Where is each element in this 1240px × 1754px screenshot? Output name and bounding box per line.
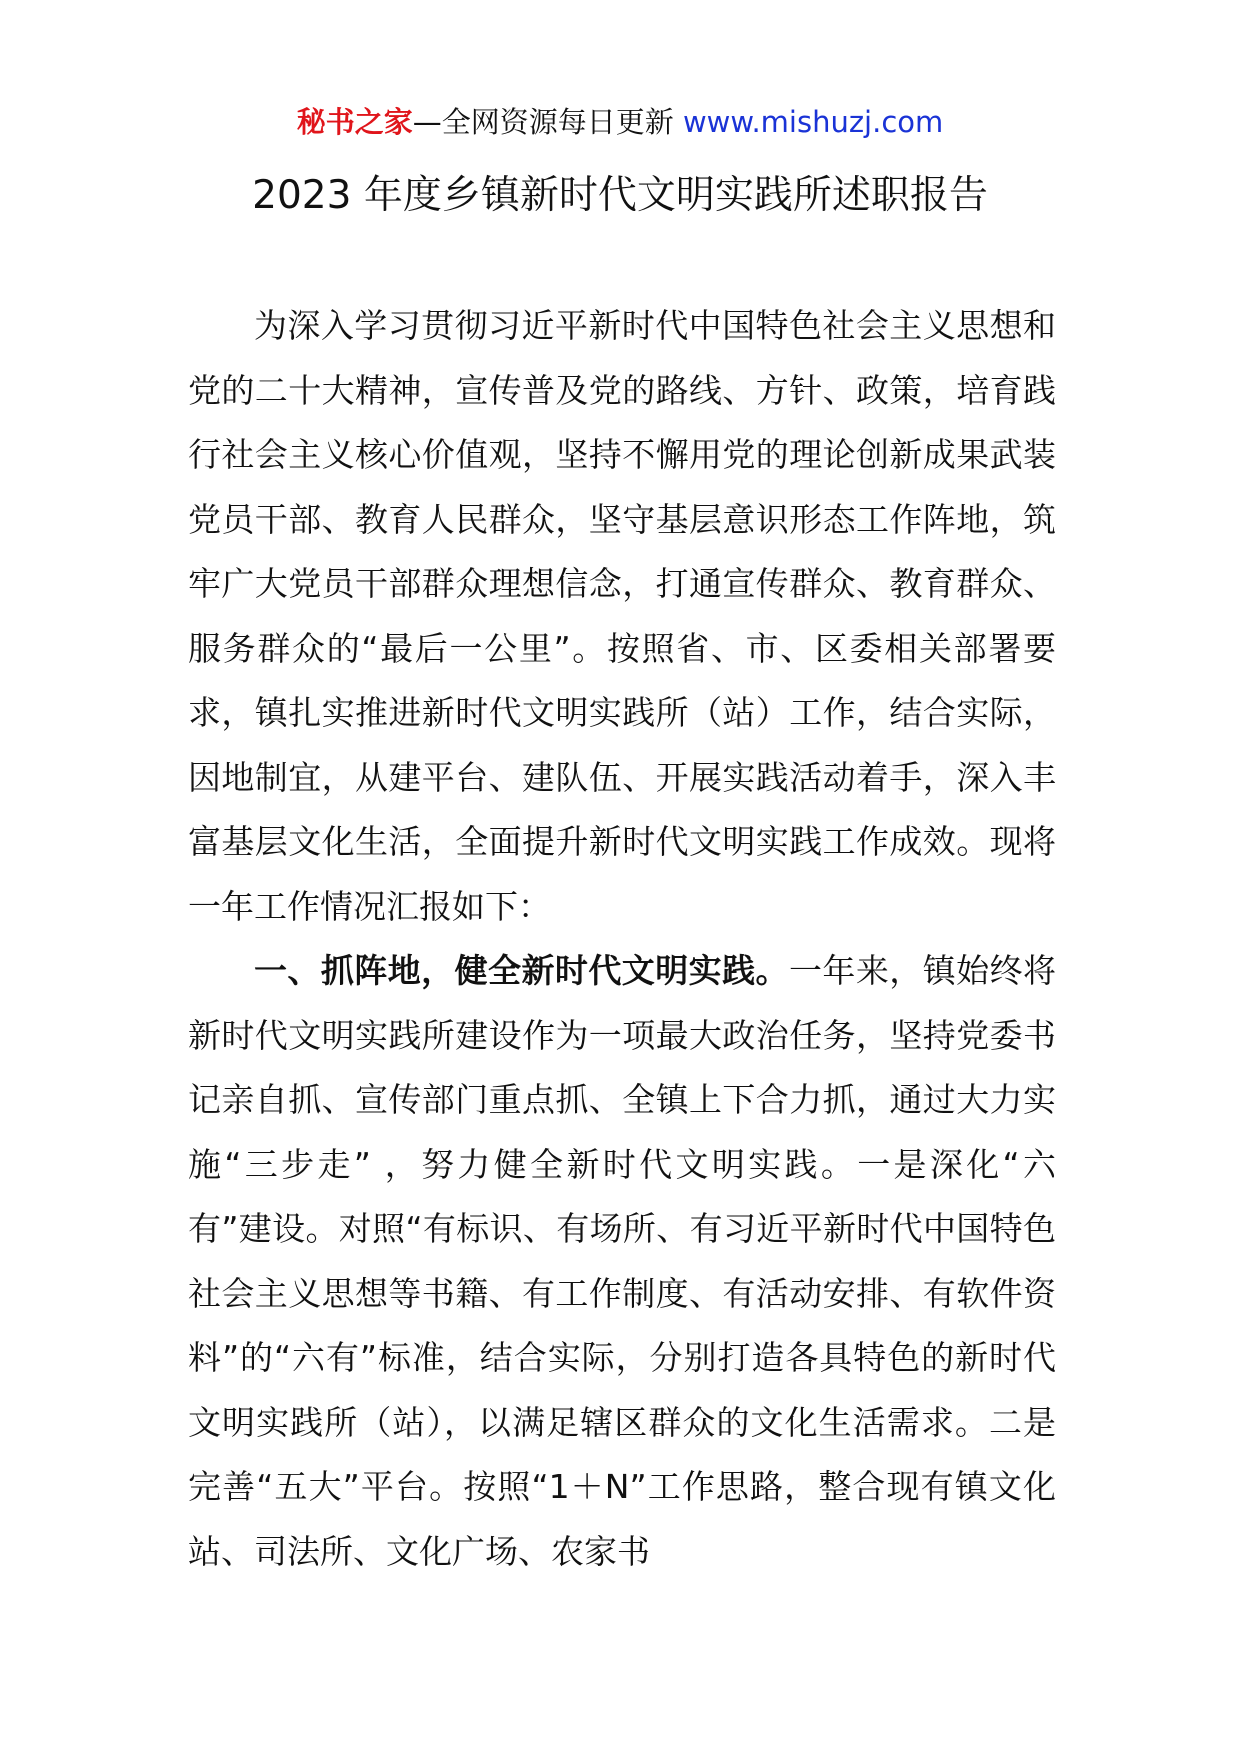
header-slogan: —全网资源每日更新 (412, 105, 674, 139)
paragraph-section-1 (188, 939, 1056, 1584)
section-heading: 一、抓阵地，健全新时代文明实践。 (254, 951, 789, 990)
document-body (188, 294, 1056, 1584)
paragraph-intro: 为深入学习贯彻习近平新时代中国特色社会主义思想和党的二十大精神，宣传普及党的路线、方针、政策，培育践行社会主义核心价值观，坚持不懈用党的理论创新成果武装党员干部、教育人民群众，坚守基层意识形态工作阵地，筑牢广大党员干部群众理想信念，打通宣传群众、教育群众、服务群众的“最后一公里”。按照省、市、区委相关部署要求，镇扎实推进新时代文明实践所（站）工作，结合实际，因地制宜，从建平台、建队伍、开展实践活动着手，深入丰富基层文化生活，全面提升新时代文明实践工作成效。现将一年工作情况汇报如下： (188, 306, 1056, 926)
brand-name: 秘书之家 (296, 105, 413, 139)
page-title: 2023 年度乡镇新时代文明实践所述职报告 (252, 173, 988, 218)
site-url-link[interactable]: www.mishuzj.com (682, 105, 944, 139)
site-header (0, 102, 1240, 142)
section-body: 一年来，镇始终将新时代文明实践所建设作为一项最大政治任务，坚持党委书记亲自抓、宣传部门重点抓、全镇上下合力抓，通过大力实施“三步走” ，努力健全新时代文明实践。一是深化“六有”建设。对照“有标识、有场所、有习近平新时代中国特色社会主义思想等书籍、有工作制度、有活动安排、有软件资料”的“六有”标准，结合实际，分别打造各具特色的新时代文明实践所（站），以满足辖区群众的文化生活需求。二是完善“五大”平台。按照“1＋N”工作思路，整合现有镇文化站、司法所、文化广场、农家书 (188, 951, 1057, 1571)
